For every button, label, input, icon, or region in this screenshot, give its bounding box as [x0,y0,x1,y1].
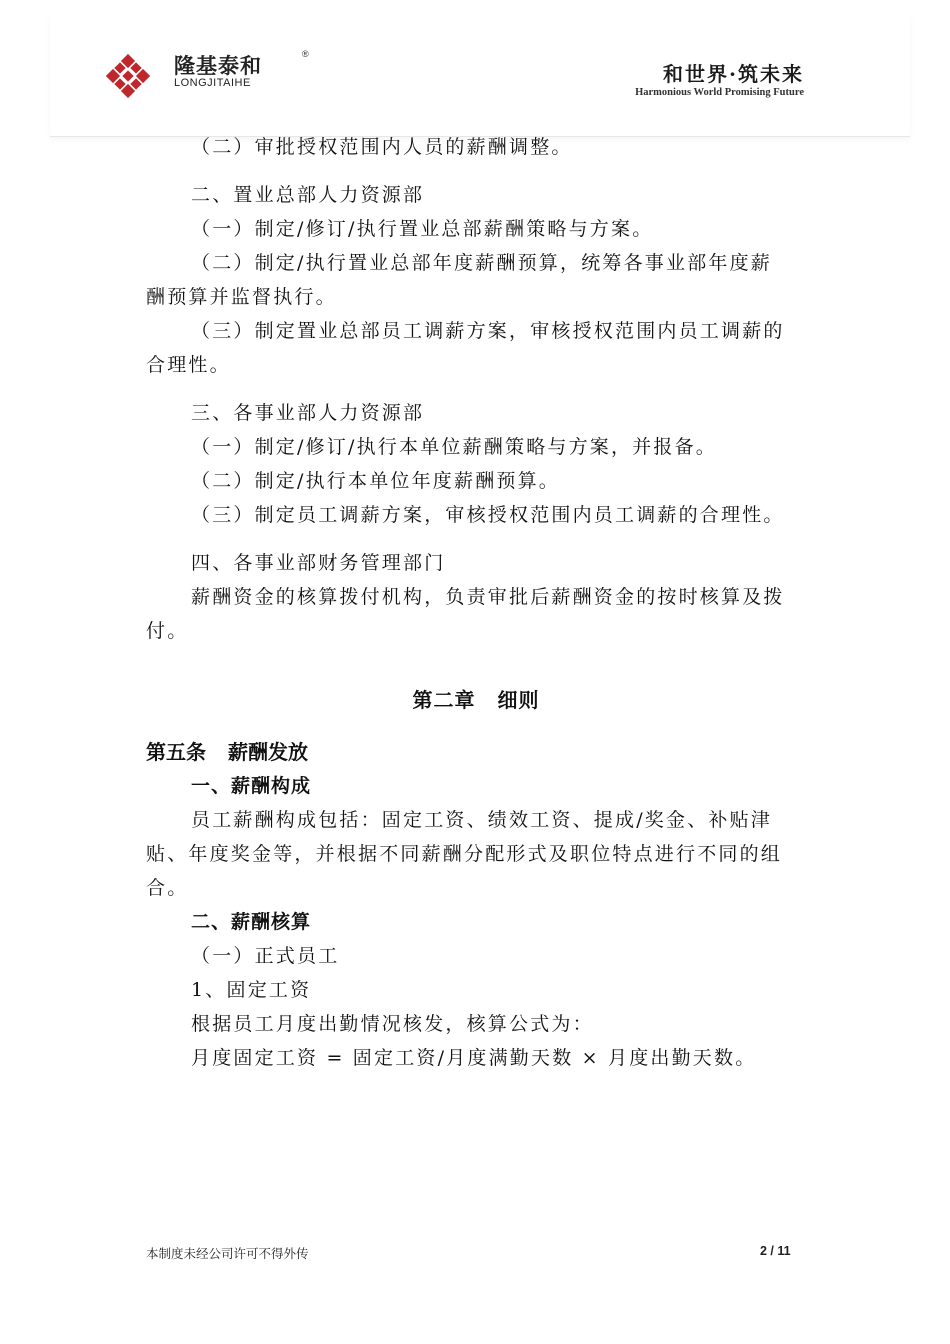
article-number: 第五条 [146,740,206,764]
paragraph: （一）制定/修订/执行本单位薪酬策略与方案，并报备。 [191,436,718,458]
paragraph: 合。 [146,877,189,899]
paragraph: （二）审批授权范围内人员的薪酬调整。 [191,136,573,158]
formula: 月度固定工资 = 固定工资/月度满勤天数 × 月度出勤天数。 [191,1047,757,1069]
confidentiality-notice: 本制度未经公司许可不得外传 [146,1246,309,1261]
chapter-heading [146,684,806,713]
section-heading: 二、置业总部人力资源部 [191,184,425,206]
article-heading [146,735,806,769]
subsection-heading: 一、薪酬构成 [191,775,312,797]
paragraph: （三）制定置业总部员工调薪方案，审核授权范围内员工调薪的 [191,320,785,342]
slogan-english: Harmonious World Promising Future [635,87,804,98]
paragraph: （一）正式员工 [191,945,340,967]
logo-english-name: LONGJITAIHE [174,77,251,89]
page-header [50,14,910,137]
paragraph: 付。 [146,620,189,642]
chapter-number: 第二章 [412,688,476,712]
paragraph: 贴、年度奖金等，并根据不同薪酬分配形式及职位特点进行不同的组 [146,843,783,865]
section-heading: 四、各事业部财务管理部门 [191,552,446,574]
company-logo-icon [106,54,150,98]
article-title: 薪酬发放 [228,740,308,764]
paragraph: 根据员工月度出勤情况核发，核算公式为： [191,1013,594,1035]
slogan-chinese: 和世界·筑未来 [663,62,804,86]
subsection-heading: 二、薪酬核算 [191,911,312,933]
paragraph: 合理性。 [146,354,231,376]
registered-mark: ® [302,49,309,59]
document-body [146,128,806,1075]
chapter-title: 细则 [497,688,540,712]
page-number: 2 / 11 [760,1244,791,1258]
paragraph: 薪酬资金的核算拨付机构，负责审批后薪酬资金的按时核算及拨 [191,586,785,608]
paragraph: 1、固定工资 [191,979,312,1001]
logo-chinese-name: 隆基泰和 [174,54,262,78]
paragraph: （一）制定/修订/执行置业总部薪酬策略与方案。 [191,218,654,240]
paragraph: 酬预算并监督执行。 [146,286,337,308]
paragraph: （二）制定/执行本单位年度薪酬预算。 [191,470,561,492]
paragraph: （二）制定/执行置业总部年度薪酬预算，统筹各事业部年度薪 [191,252,773,274]
section-heading: 三、各事业部人力资源部 [191,402,425,424]
paragraph: 员工薪酬构成包括：固定工资、绩效工资、提成/奖金、补贴津 [191,809,773,831]
paragraph: （三）制定员工调薪方案，审核授权范围内员工调薪的合理性。 [191,504,785,526]
